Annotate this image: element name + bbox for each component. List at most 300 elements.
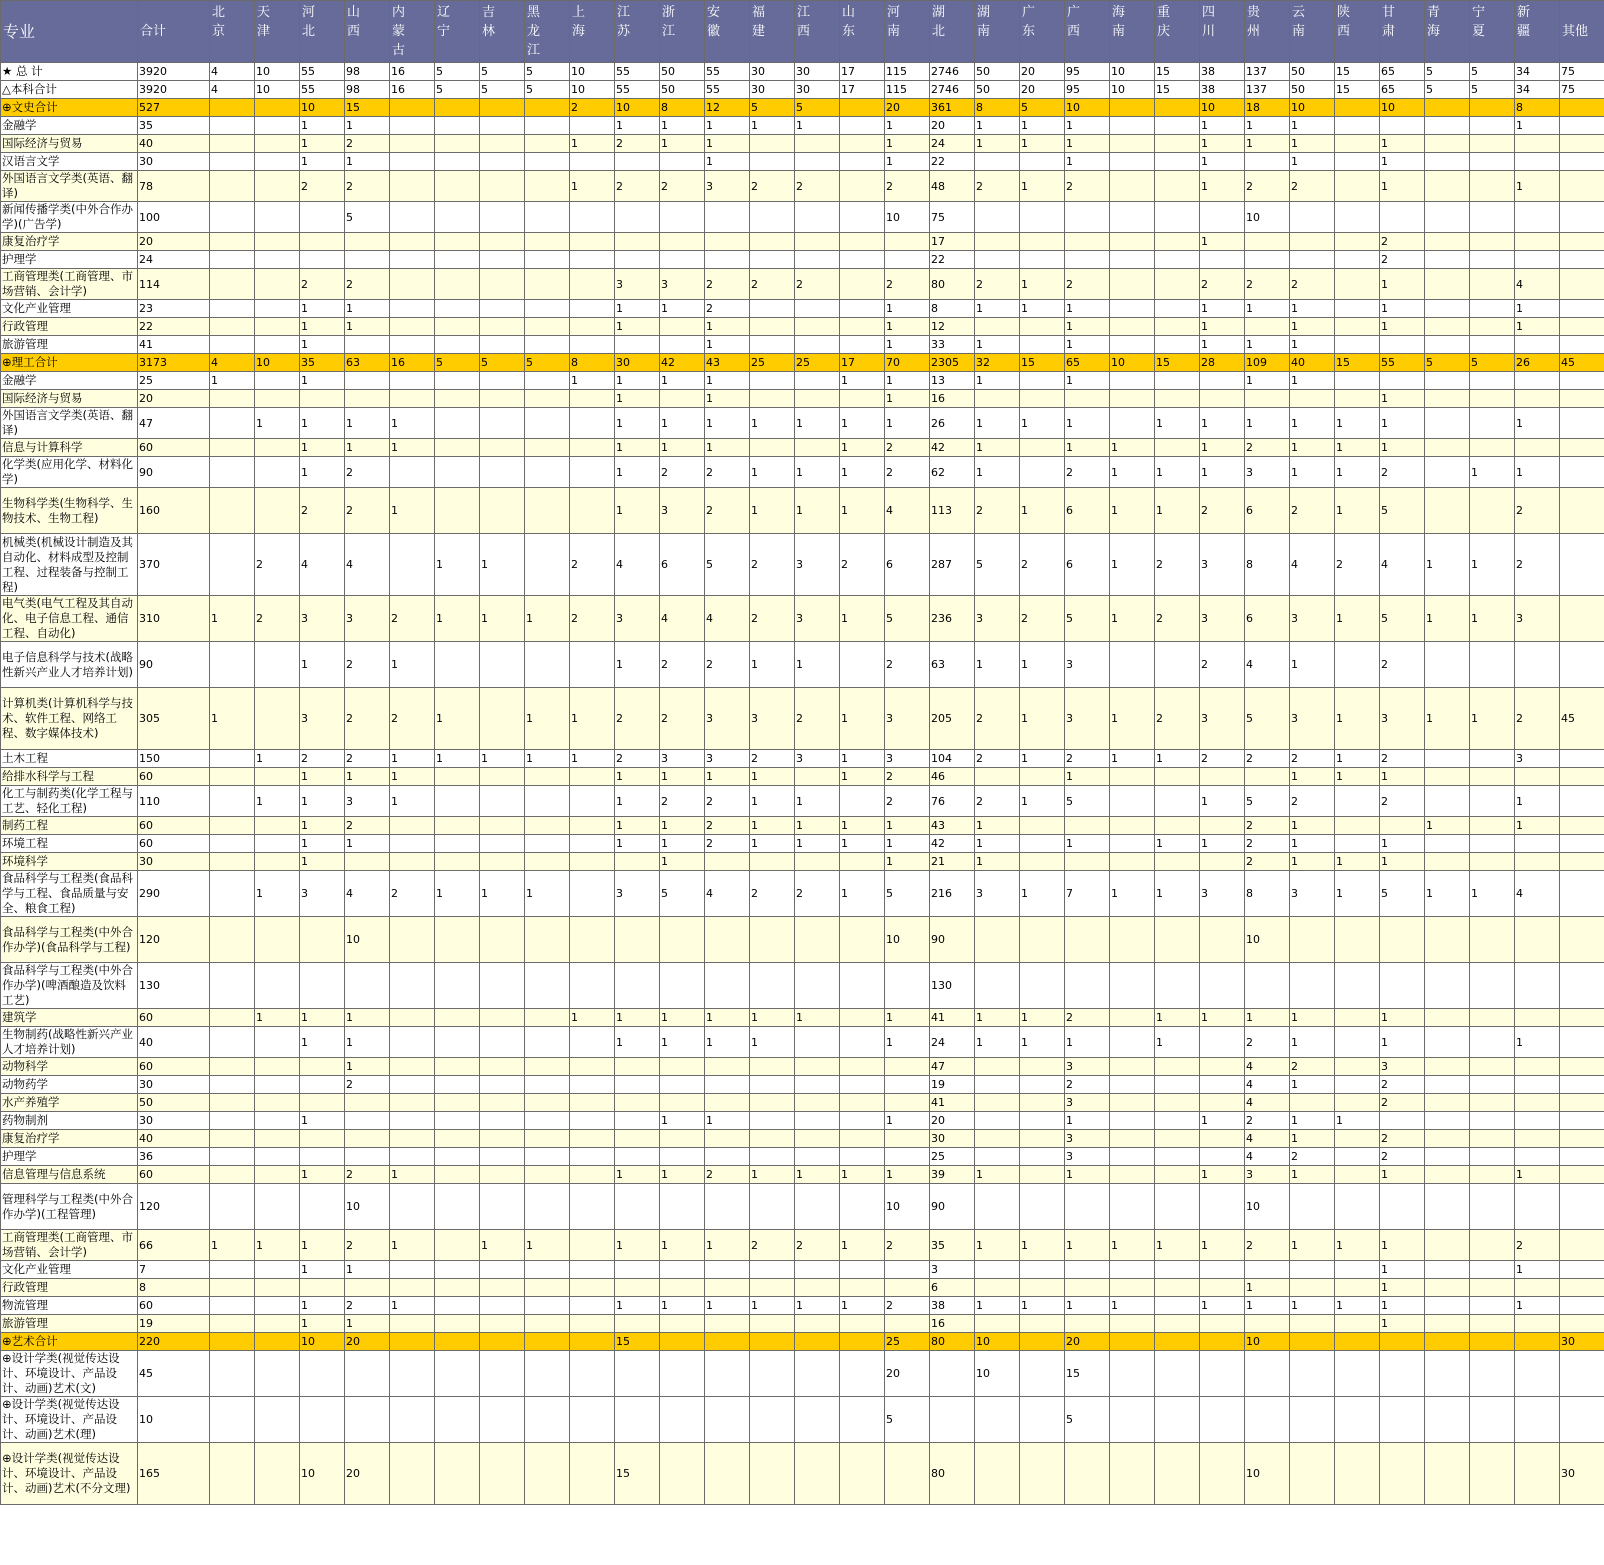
- quota-cell: [210, 963, 255, 1009]
- total-cell: 50: [138, 1094, 210, 1112]
- quota-cell: 1: [1245, 1009, 1290, 1027]
- quota-cell: 1: [480, 750, 525, 768]
- quota-cell: 1: [300, 439, 345, 457]
- quota-cell: [795, 917, 840, 963]
- quota-cell: 1: [1020, 269, 1065, 300]
- quota-cell: 1: [255, 786, 300, 817]
- quota-cell: [615, 1094, 660, 1112]
- table-row: [1, 1279, 1604, 1297]
- quota-cell: 1: [1110, 871, 1155, 917]
- total-cell: 35: [138, 117, 210, 135]
- quota-cell: [1335, 835, 1380, 853]
- quota-cell: [1200, 372, 1245, 390]
- quota-cell: [840, 99, 885, 117]
- quota-cell: 1: [1155, 1009, 1200, 1027]
- quota-cell: 236: [930, 596, 975, 642]
- quota-cell: [615, 1261, 660, 1279]
- table-row: [1, 153, 1604, 171]
- quota-cell: [435, 99, 480, 117]
- quota-cell: [525, 1279, 570, 1297]
- quota-cell: [525, 963, 570, 1009]
- quota-cell: 1: [300, 1027, 345, 1058]
- quota-cell: 1: [1290, 439, 1335, 457]
- quota-cell: [345, 1397, 390, 1443]
- quota-cell: [615, 1130, 660, 1148]
- quota-cell: 1: [705, 1230, 750, 1261]
- major-name: 文化产业管理: [1, 1261, 138, 1279]
- quota-cell: [1020, 1315, 1065, 1333]
- quota-cell: 113: [930, 488, 975, 534]
- quota-cell: [1425, 1148, 1470, 1166]
- quota-cell: [1425, 642, 1470, 688]
- quota-cell: 1: [1335, 768, 1380, 786]
- quota-cell: 1: [1020, 171, 1065, 202]
- quota-cell: 1: [1155, 1230, 1200, 1261]
- quota-cell: 1: [300, 1112, 345, 1130]
- quota-cell: [885, 963, 930, 1009]
- quota-cell: [1110, 1397, 1155, 1443]
- table-row: [1, 750, 1604, 768]
- quota-cell: [1155, 251, 1200, 269]
- quota-cell: 1: [750, 786, 795, 817]
- quota-cell: 1: [795, 786, 840, 817]
- quota-cell: [570, 1351, 615, 1397]
- quota-cell: 1: [1335, 853, 1380, 871]
- quota-cell: 30: [795, 63, 840, 81]
- quota-cell: [660, 1184, 705, 1230]
- quota-cell: [705, 202, 750, 233]
- quota-cell: [1290, 1261, 1335, 1279]
- quota-cell: [1335, 1058, 1380, 1076]
- quota-cell: 5: [525, 354, 570, 372]
- major-name: 建筑学: [1, 1009, 138, 1027]
- quota-cell: 1: [345, 835, 390, 853]
- quota-cell: 1: [210, 688, 255, 750]
- quota-cell: 55: [705, 81, 750, 99]
- quota-cell: [1515, 917, 1560, 963]
- quota-cell: [1290, 1315, 1335, 1333]
- quota-cell: [660, 1333, 705, 1351]
- quota-cell: 34: [1515, 81, 1560, 99]
- total-cell: 160: [138, 488, 210, 534]
- quota-cell: [1425, 117, 1470, 135]
- quota-cell: [885, 1261, 930, 1279]
- quota-cell: 50: [660, 81, 705, 99]
- quota-cell: 1: [1065, 1027, 1110, 1058]
- quota-cell: [1380, 202, 1425, 233]
- quota-cell: 3: [660, 269, 705, 300]
- quota-cell: 1: [1065, 1297, 1110, 1315]
- quota-cell: 3: [1515, 750, 1560, 768]
- quota-cell: 2: [1380, 251, 1425, 269]
- quota-cell: 2: [660, 786, 705, 817]
- quota-cell: [435, 1333, 480, 1351]
- quota-cell: 1: [975, 1009, 1020, 1027]
- major-name: 护理学: [1, 1148, 138, 1166]
- quota-cell: 1: [435, 596, 480, 642]
- quota-cell: 3: [705, 688, 750, 750]
- quota-cell: [1425, 963, 1470, 1009]
- quota-cell: [435, 457, 480, 488]
- quota-cell: 1: [615, 1009, 660, 1027]
- quota-cell: 1: [525, 871, 570, 917]
- quota-cell: 1: [1245, 300, 1290, 318]
- quota-cell: [210, 1009, 255, 1027]
- quota-cell: [1470, 202, 1515, 233]
- province-header: 重 庆: [1155, 1, 1200, 63]
- quota-cell: 1: [1425, 596, 1470, 642]
- quota-cell: [480, 642, 525, 688]
- quota-cell: 2: [570, 534, 615, 596]
- quota-cell: [210, 117, 255, 135]
- quota-cell: [1155, 300, 1200, 318]
- quota-cell: 2: [660, 457, 705, 488]
- quota-cell: 2: [1380, 1094, 1425, 1112]
- quota-cell: [480, 768, 525, 786]
- quota-cell: [795, 439, 840, 457]
- total-cell: 30: [138, 1076, 210, 1094]
- quota-cell: [660, 1076, 705, 1094]
- quota-cell: 1: [570, 750, 615, 768]
- quota-cell: [390, 318, 435, 336]
- quota-cell: 1: [1380, 853, 1425, 871]
- quota-cell: 3: [1065, 1130, 1110, 1148]
- quota-cell: [1155, 390, 1200, 408]
- quota-cell: 1: [795, 1166, 840, 1184]
- quota-cell: 5: [1470, 81, 1515, 99]
- quota-cell: [1155, 372, 1200, 390]
- quota-cell: 1: [750, 1297, 795, 1315]
- quota-cell: [1065, 963, 1110, 1009]
- quota-cell: [1155, 1279, 1200, 1297]
- quota-cell: [1470, 1230, 1515, 1261]
- quota-cell: 41: [930, 1009, 975, 1027]
- quota-cell: 1: [1380, 1166, 1425, 1184]
- quota-cell: 5: [525, 81, 570, 99]
- quota-cell: 1: [1020, 750, 1065, 768]
- quota-cell: 1: [435, 750, 480, 768]
- quota-cell: [525, 318, 570, 336]
- quota-cell: [570, 1130, 615, 1148]
- quota-cell: [615, 1397, 660, 1443]
- quota-cell: 1: [1380, 300, 1425, 318]
- quota-cell: [1155, 171, 1200, 202]
- quota-cell: [570, 1261, 615, 1279]
- table-row: [1, 1261, 1604, 1279]
- quota-cell: [1560, 408, 1604, 439]
- quota-cell: 2: [1380, 1148, 1425, 1166]
- quota-cell: [255, 1261, 300, 1279]
- quota-cell: 1: [345, 408, 390, 439]
- major-name: ⊕理工合计: [1, 354, 138, 372]
- quota-cell: [705, 917, 750, 963]
- quota-cell: 2: [1200, 488, 1245, 534]
- quota-cell: 2: [885, 642, 930, 688]
- quota-cell: 1: [750, 642, 795, 688]
- major-name: 工商管理类(工商管理、市场营销、会计学): [1, 1230, 138, 1261]
- quota-cell: [975, 233, 1020, 251]
- major-name: 动物科学: [1, 1058, 138, 1076]
- quota-cell: 8: [570, 354, 615, 372]
- quota-cell: 1: [1290, 457, 1335, 488]
- quota-cell: 1: [1335, 1297, 1380, 1315]
- quota-cell: 17: [840, 63, 885, 81]
- quota-cell: [840, 1027, 885, 1058]
- quota-cell: 4: [1380, 534, 1425, 596]
- quota-cell: 1: [885, 153, 930, 171]
- major-name: 康复治疗学: [1, 1130, 138, 1148]
- quota-cell: 1: [750, 768, 795, 786]
- quota-cell: 2: [345, 488, 390, 534]
- quota-cell: [1335, 917, 1380, 963]
- quota-cell: [1245, 1315, 1290, 1333]
- quota-cell: 2: [750, 171, 795, 202]
- quota-cell: [345, 1112, 390, 1130]
- quota-cell: [255, 1027, 300, 1058]
- quota-cell: 5: [660, 871, 705, 917]
- quota-cell: 10: [1065, 99, 1110, 117]
- quota-cell: [615, 1351, 660, 1397]
- quota-cell: 1: [300, 372, 345, 390]
- quota-cell: 1: [1155, 408, 1200, 439]
- quota-cell: [1110, 786, 1155, 817]
- quota-cell: 75: [930, 202, 975, 233]
- quota-cell: 1: [1335, 688, 1380, 750]
- quota-cell: [1335, 817, 1380, 835]
- quota-cell: [1470, 251, 1515, 269]
- quota-cell: [1380, 1333, 1425, 1351]
- quota-cell: 1: [660, 1027, 705, 1058]
- table-row: [1, 202, 1604, 233]
- quota-cell: [795, 1094, 840, 1112]
- quota-cell: [1155, 99, 1200, 117]
- total-cell: 60: [138, 439, 210, 457]
- quota-cell: [840, 1333, 885, 1351]
- quota-cell: 2: [1335, 534, 1380, 596]
- quota-cell: [1155, 439, 1200, 457]
- quota-cell: [840, 1076, 885, 1094]
- table-row: [1, 1184, 1604, 1230]
- quota-cell: [255, 336, 300, 354]
- quota-cell: [1425, 1112, 1470, 1130]
- quota-cell: 65: [1065, 354, 1110, 372]
- quota-cell: 1: [615, 1297, 660, 1315]
- quota-cell: 2: [705, 817, 750, 835]
- quota-cell: [750, 853, 795, 871]
- quota-cell: 2: [660, 688, 705, 750]
- quota-cell: [1425, 99, 1470, 117]
- quota-cell: [705, 1333, 750, 1351]
- quota-cell: [1335, 202, 1380, 233]
- table-row: [1, 117, 1604, 135]
- quota-cell: 1: [1155, 1027, 1200, 1058]
- quota-cell: [525, 817, 570, 835]
- quota-cell: [885, 1130, 930, 1148]
- quota-cell: 2: [1245, 835, 1290, 853]
- quota-cell: [1155, 1351, 1200, 1397]
- quota-cell: 3: [1065, 1148, 1110, 1166]
- quota-cell: [390, 171, 435, 202]
- quota-cell: [525, 202, 570, 233]
- quota-cell: 115: [885, 81, 930, 99]
- quota-cell: [300, 963, 345, 1009]
- quota-cell: 80: [930, 1443, 975, 1505]
- quota-cell: [750, 300, 795, 318]
- quota-cell: [1470, 1027, 1515, 1058]
- quota-cell: 2: [750, 750, 795, 768]
- major-name: 给排水科学与工程: [1, 768, 138, 786]
- quota-cell: [210, 1261, 255, 1279]
- major-name: 新闻传播学类(中外合作办学)(广告学): [1, 202, 138, 233]
- quota-cell: 10: [1110, 81, 1155, 99]
- total-cell: 41: [138, 336, 210, 354]
- quota-cell: [1470, 786, 1515, 817]
- quota-cell: 4: [1245, 1094, 1290, 1112]
- quota-cell: 1: [1245, 135, 1290, 153]
- quota-cell: [1470, 835, 1515, 853]
- total-cell: 150: [138, 750, 210, 768]
- quota-cell: 16: [390, 81, 435, 99]
- quota-cell: 5: [1425, 63, 1470, 81]
- quota-cell: 1: [1380, 1315, 1425, 1333]
- quota-cell: 1: [570, 135, 615, 153]
- quota-cell: 1: [345, 1027, 390, 1058]
- total-cell: 60: [138, 1058, 210, 1076]
- quota-cell: [525, 1112, 570, 1130]
- table-row: [1, 835, 1604, 853]
- quota-cell: 3: [885, 688, 930, 750]
- quota-cell: 1: [1065, 439, 1110, 457]
- quota-cell: [705, 853, 750, 871]
- quota-cell: [570, 251, 615, 269]
- total-cell: 90: [138, 457, 210, 488]
- quota-cell: 5: [435, 63, 480, 81]
- quota-cell: [210, 300, 255, 318]
- quota-cell: 43: [705, 354, 750, 372]
- major-name: 电子信息科学与技术(战略性新兴产业人才培养计划): [1, 642, 138, 688]
- quota-cell: 8: [660, 99, 705, 117]
- quota-cell: [255, 817, 300, 835]
- major-name: 机械类(机械设计制造及其自动化、材料成型及控制工程、过程装备与控制工程): [1, 534, 138, 596]
- quota-cell: 1: [1290, 1166, 1335, 1184]
- quota-cell: [1560, 786, 1604, 817]
- quota-cell: [210, 269, 255, 300]
- quota-cell: 1: [1515, 1166, 1560, 1184]
- quota-cell: 2: [300, 750, 345, 768]
- quota-cell: 65: [1380, 63, 1425, 81]
- quota-cell: [615, 1058, 660, 1076]
- quota-cell: [390, 390, 435, 408]
- quota-cell: [750, 1058, 795, 1076]
- total-cell: 40: [138, 135, 210, 153]
- quota-cell: [525, 488, 570, 534]
- quota-cell: 4: [660, 596, 705, 642]
- total-cell: 305: [138, 688, 210, 750]
- quota-cell: 32: [975, 354, 1020, 372]
- quota-cell: 1: [390, 642, 435, 688]
- quota-cell: [840, 202, 885, 233]
- quota-cell: 1: [525, 688, 570, 750]
- quota-cell: [255, 488, 300, 534]
- quota-cell: [1155, 917, 1200, 963]
- quota-cell: [1335, 1009, 1380, 1027]
- province-header: 天 津: [255, 1, 300, 63]
- total-cell: 165: [138, 1443, 210, 1505]
- quota-cell: 17: [840, 81, 885, 99]
- major-name: 物流管理: [1, 1297, 138, 1315]
- quota-cell: 80: [930, 1333, 975, 1351]
- quota-cell: [1425, 1351, 1470, 1397]
- quota-cell: [390, 853, 435, 871]
- quota-cell: 4: [1245, 1130, 1290, 1148]
- quota-cell: [975, 318, 1020, 336]
- quota-cell: [1425, 1076, 1470, 1094]
- quota-cell: [795, 1333, 840, 1351]
- quota-cell: [1470, 1261, 1515, 1279]
- quota-cell: [1560, 1315, 1604, 1333]
- quota-cell: 1: [615, 768, 660, 786]
- quota-cell: [210, 408, 255, 439]
- quota-cell: [705, 1261, 750, 1279]
- quota-cell: [1200, 1351, 1245, 1397]
- quota-cell: 2: [1380, 642, 1425, 688]
- quota-cell: [615, 153, 660, 171]
- quota-cell: [1335, 117, 1380, 135]
- quota-cell: [1515, 153, 1560, 171]
- quota-cell: [1560, 233, 1604, 251]
- quota-cell: 50: [1290, 81, 1335, 99]
- quota-cell: 2: [1200, 269, 1245, 300]
- quota-cell: [975, 963, 1020, 1009]
- total-cell: 10: [138, 1397, 210, 1443]
- quota-cell: [390, 1058, 435, 1076]
- quota-cell: [435, 372, 480, 390]
- quota-cell: 5: [1380, 596, 1425, 642]
- quota-cell: 1: [1110, 750, 1155, 768]
- quota-cell: [525, 408, 570, 439]
- quota-cell: 1: [1290, 372, 1335, 390]
- quota-cell: 1: [975, 642, 1020, 688]
- quota-cell: [840, 153, 885, 171]
- quota-cell: [1155, 1261, 1200, 1279]
- quota-cell: [570, 853, 615, 871]
- quota-cell: [1470, 1443, 1515, 1505]
- quota-cell: [1425, 1315, 1470, 1333]
- quota-cell: 1: [570, 171, 615, 202]
- quota-cell: 5: [435, 81, 480, 99]
- quota-cell: [1110, 835, 1155, 853]
- quota-cell: [525, 99, 570, 117]
- quota-cell: 30: [1560, 1333, 1604, 1351]
- quota-cell: [210, 853, 255, 871]
- quota-cell: [795, 1261, 840, 1279]
- quota-cell: [1515, 1076, 1560, 1094]
- quota-cell: 2: [885, 1297, 930, 1315]
- quota-cell: [1470, 1094, 1515, 1112]
- quota-cell: 1: [255, 408, 300, 439]
- quota-cell: [1065, 1279, 1110, 1297]
- quota-cell: 4: [345, 871, 390, 917]
- quota-cell: [435, 117, 480, 135]
- quota-cell: [255, 963, 300, 1009]
- quota-cell: 8: [930, 300, 975, 318]
- quota-cell: 2: [705, 457, 750, 488]
- quota-cell: [390, 835, 435, 853]
- quota-cell: [1560, 642, 1604, 688]
- quota-cell: 2: [885, 1230, 930, 1261]
- quota-cell: 10: [1245, 1333, 1290, 1351]
- other-header: 其他: [1560, 1, 1604, 63]
